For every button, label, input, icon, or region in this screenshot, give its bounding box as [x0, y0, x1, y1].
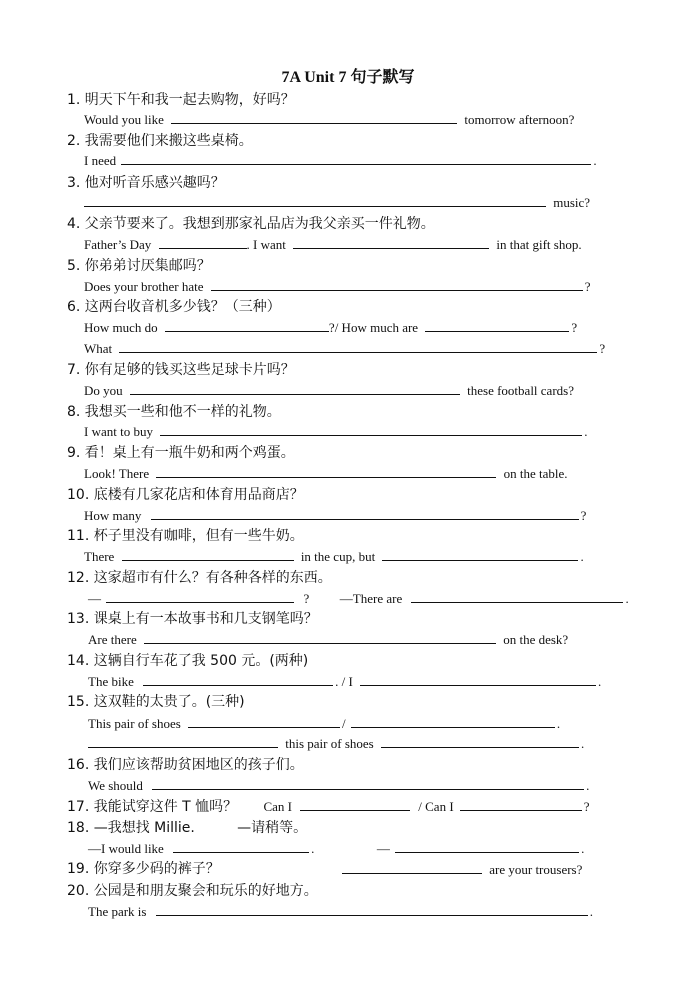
question-12-reply-lead: —There are [339, 591, 403, 606]
question-1-answer-row [84, 110, 574, 128]
question-1-tail: tomorrow afternoon? [464, 112, 575, 127]
answer-blank[interactable] [382, 547, 578, 561]
question-6-lead-2: What [84, 341, 113, 356]
question-18-lead: —I would like [88, 841, 164, 856]
question-5-lead: Does your brother hate [84, 279, 204, 294]
answer-blank[interactable] [156, 464, 496, 478]
question-11-answer-row [84, 547, 584, 565]
question-5-answer-row [84, 277, 591, 295]
question-16-prompt: 16. 我们应该帮助贫困地区的孩子们。 [67, 757, 304, 773]
question-17-lead: Can I [263, 799, 292, 814]
question-3-answer-row [84, 193, 590, 211]
question-7-tail: these football cards? [467, 383, 574, 398]
question-11-prompt: 11. 杯子里没有咖啡，但有一些牛奶。 [67, 528, 304, 544]
answer-blank[interactable] [160, 422, 582, 436]
answer-blank[interactable] [293, 235, 489, 249]
question-18-dash: — [376, 841, 390, 856]
question-20-prompt: 20. 公园是和朋友聚会和玩乐的好地方。 [67, 883, 318, 899]
question-8-lead: I want to buy [84, 424, 153, 439]
question-17-tail: ? [583, 799, 590, 814]
question-9-tail: on the table. [503, 466, 568, 481]
answer-blank[interactable] [121, 151, 591, 165]
question-16-tail: . [586, 778, 590, 793]
question-15-prompt: 15. 这双鞋的太贵了。(三种) [67, 694, 245, 710]
question-18-tail: . [581, 841, 585, 856]
question-18-answer-row [88, 839, 584, 857]
question-2-answer-row [84, 151, 597, 169]
question-15-answer-row-1 [88, 714, 560, 732]
question-19-tail: are your trousers? [489, 862, 583, 877]
question-6-tail: ? [599, 341, 606, 356]
question-19-answer-row [342, 860, 582, 878]
question-15-end-1: . [556, 716, 561, 731]
question-15-slash: / [342, 716, 346, 731]
question-14-mid: . / I [335, 674, 353, 689]
answer-blank[interactable] [460, 797, 582, 811]
question-6-answer-row-1 [84, 318, 577, 336]
answer-blank[interactable] [342, 860, 482, 874]
question-20-lead: The park is [88, 904, 147, 919]
answer-blank[interactable] [88, 734, 278, 748]
answer-blank[interactable] [425, 318, 569, 332]
question-12-answer-row [88, 589, 629, 607]
answer-blank[interactable] [351, 714, 555, 728]
question-9-prompt: 9. 看！桌上有一瓶牛奶和两个鸡蛋。 [67, 445, 295, 461]
question-20-answer-row [88, 902, 593, 920]
question-6-end: ? [571, 320, 578, 335]
question-6-answer-row-2 [84, 339, 605, 357]
question-20-tail: . [589, 904, 593, 919]
question-2-lead: I need [84, 153, 117, 168]
answer-blank[interactable] [411, 589, 623, 603]
question-11-tail: . [580, 549, 584, 564]
question-17-mid: / Can I [418, 799, 454, 814]
answer-blank[interactable] [300, 797, 410, 811]
question-10-tail: ? [580, 508, 587, 523]
question-10-answer-row [84, 506, 586, 524]
question-14-prompt: 14. 这辆自行车花了我 500 元。(两种) [67, 653, 309, 669]
question-13-tail: on the desk? [503, 632, 569, 647]
question-18-prompt: 18. —我想找 Millie. [67, 820, 195, 836]
question-11-lead: There [84, 549, 115, 564]
question-8-answer-row [84, 422, 587, 440]
question-6-lead: How much do [84, 320, 158, 335]
answer-blank[interactable] [84, 193, 546, 207]
question-4-tail: in that gift shop. [496, 237, 582, 252]
question-1-prompt: 1. 明天下午和我一起去购物，好吗？ [67, 92, 295, 108]
answer-blank[interactable] [211, 277, 583, 291]
answer-blank[interactable] [171, 110, 457, 124]
question-4-lead: Father’s Day [84, 237, 152, 252]
question-15-tail: . [580, 736, 585, 751]
question-15-mid: this pair of shoes [285, 736, 374, 751]
question-19-prompt: 19. 你穿多少码的裤子？ [67, 861, 220, 877]
question-6-prompt: 6. 这两台收音机多少钱？（三种） [67, 299, 281, 315]
question-7-prompt: 7. 你有足够的钱买这些足球卡片吗？ [67, 362, 295, 378]
answer-blank[interactable] [144, 630, 496, 644]
question-1-lead: Would you like [84, 112, 164, 127]
answer-blank[interactable] [119, 339, 597, 353]
question-15-answer-row-2 [88, 734, 584, 752]
question-16-lead: We should [88, 778, 143, 793]
question-12-prompt: 12. 这家超市有什么？有各种各样的东西。 [67, 570, 332, 586]
question-16-answer-row [88, 776, 589, 794]
question-13-lead: Are there [88, 632, 137, 647]
question-3-tail: music? [553, 195, 591, 210]
answer-blank[interactable] [188, 714, 340, 728]
question-17-row [67, 796, 590, 816]
question-4-mid: . I want [246, 237, 286, 252]
question-12-qmark: ? [303, 591, 310, 606]
question-18-prompt-2: —请稍等。 [237, 820, 308, 836]
answer-blank[interactable] [173, 839, 309, 853]
page-title: 7A Unit 7 句子默写 [281, 69, 415, 86]
answer-blank[interactable] [165, 318, 329, 332]
question-12-tail: . [625, 591, 629, 606]
answer-blank[interactable] [151, 506, 579, 520]
question-8-prompt: 8. 我想买一些和他不一样的礼物。 [67, 404, 281, 420]
answer-blank[interactable] [122, 547, 294, 561]
question-7-lead: Do you [84, 383, 123, 398]
question-14-lead: The bike [88, 674, 134, 689]
question-2-tail: . [593, 153, 597, 168]
question-5-prompt: 5. 你弟弟讨厌集邮吗？ [67, 258, 211, 274]
question-9-lead: Look! There [84, 466, 150, 481]
question-3-prompt: 3. 他对听音乐感兴趣吗？ [67, 175, 225, 191]
answer-blank[interactable] [106, 589, 294, 603]
question-18-end-1: . [311, 841, 315, 856]
answer-blank[interactable] [143, 672, 333, 686]
question-11-mid: in the cup, but [300, 549, 376, 564]
question-15-lead: This pair of shoes [88, 716, 181, 731]
question-13-answer-row [88, 630, 568, 648]
answer-blank[interactable] [159, 235, 247, 249]
question-12-dash-1: — [88, 591, 101, 606]
answer-blank[interactable] [381, 734, 579, 748]
question-7-answer-row [84, 381, 574, 399]
question-13-prompt: 13. 课桌上有一本故事书和几支钢笔吗？ [67, 611, 318, 627]
answer-blank[interactable] [360, 672, 596, 686]
question-14-answer-row [88, 672, 601, 690]
question-10-lead: How many [84, 508, 142, 523]
question-4-prompt: 4. 父亲节要来了。我想到那家礼品店为我父亲买一件礼物。 [67, 216, 435, 232]
question-14-tail: . [598, 674, 602, 689]
question-6-mid: ?/ How much are [328, 320, 419, 335]
answer-blank[interactable] [156, 902, 588, 916]
question-5-tail: ? [584, 279, 591, 294]
question-8-tail: . [584, 424, 588, 439]
answer-blank[interactable] [130, 381, 460, 395]
question-2-prompt: 2. 我需要他们来搬这些桌椅。 [67, 133, 253, 149]
question-10-prompt: 10. 底楼有几家花店和体育用品商店？ [67, 487, 304, 503]
question-4-answer-row [84, 235, 582, 253]
question-18-row [67, 817, 307, 837]
answer-blank[interactable] [152, 776, 584, 790]
answer-blank[interactable] [395, 839, 579, 853]
question-17-prompt: 17. 我能试穿这件 T 恤吗？ [67, 799, 238, 815]
question-9-answer-row [84, 464, 568, 482]
